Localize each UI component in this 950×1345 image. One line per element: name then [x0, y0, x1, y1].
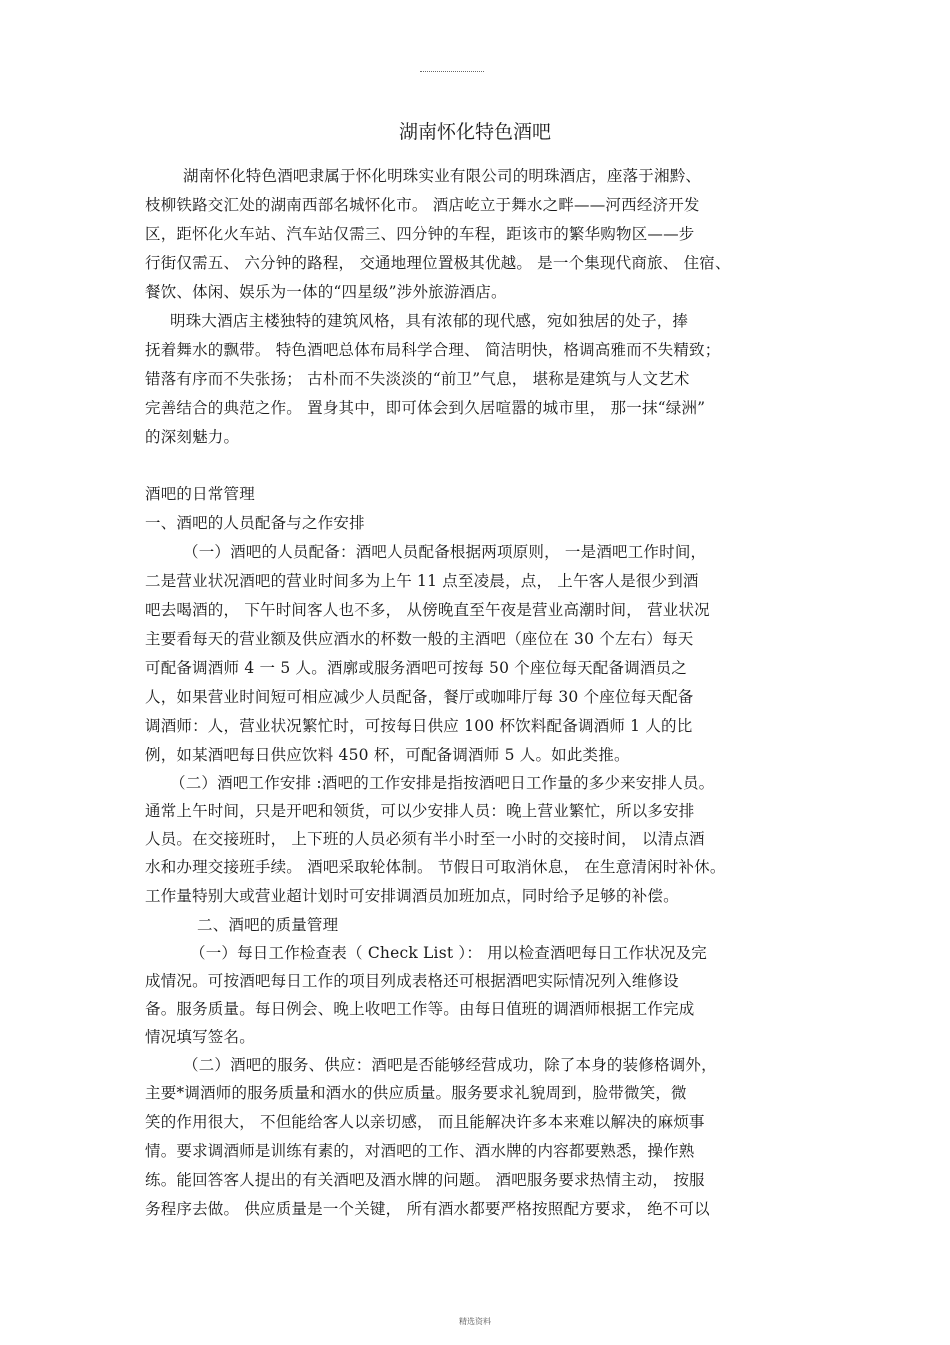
body-line: 区，距怀化火车站、汽车站仅需三、四分钟的车程，距该市的繁华购物区——步 — [145, 225, 695, 243]
body-line: 情况填写签名。 — [145, 1028, 255, 1046]
body-line: 人员。在交接班时， 上下班的人员必须有半小时至一小时的交接时间， 以清点酒 — [145, 830, 705, 848]
body-line: 务程序去做。 供应质量是一个关键， 所有酒水都要严格按照配方要求， 绝不可以 — [145, 1200, 710, 1218]
body-line: 水和办理交接班手续。 酒吧采取轮体制。 节假日可取消休息， 在生意清闲时补休。 — [145, 858, 726, 876]
footer-note: 精选资料 — [459, 1317, 491, 1326]
body-line: 行街仅需五、 六分钟的路程， 交通地理位置极其优越。 是一个集现代商旅、 住宿、 — [145, 254, 731, 272]
body-line: 一、酒吧的人员配备与之作安排 — [145, 514, 365, 532]
body-line: 例，如某酒吧每日供应饮料 450 杯，可配备调酒师 5 人。如此类推。 — [145, 746, 630, 764]
body-line: 主要看每天的营业额及供应酒水的杯数一般的主酒吧（座位在 30 个左右）每天 — [145, 630, 694, 648]
header-rule — [420, 71, 484, 72]
body-line: 完善结合的典范之作。 置身其中，即可体会到久居喧嚣的城市里， 那一抹“绿洲” — [145, 399, 706, 417]
body-line: 错落有序而不失张扬； 古朴而不失淡淡的“前卫”气息， 堪称是建筑与人文艺术 — [145, 370, 690, 388]
body-line: 的深刻魅力。 — [145, 428, 240, 446]
body-line: 调酒师：人，营业状况繁忙时，可按每日供应 100 杯饮料配备调酒师 1 人的比 — [145, 717, 693, 735]
body-line: 可配备调酒师 4 一 5 人。酒廓或服务酒吧可按每 50 个座位每天配备调酒员之 — [145, 659, 688, 677]
body-line: 枝柳铁路交汇处的湖南西部名城怀化市。 酒店屹立于舞水之畔——河西经济开发 — [145, 196, 700, 214]
body-line: 抚着舞水的飘带。 特色酒吧总体布局科学合理、 简洁明快，格调高雅而不失精致； — [145, 341, 721, 359]
body-line: （一）酒吧的人员配备：酒吧人员配备根据两项原则， 一是酒吧工作时间， — [183, 543, 707, 561]
document-title: 湖南怀化特色酒吧 — [398, 121, 551, 143]
body-line: 明珠大酒店主楼独特的建筑风格，具有浓郁的现代感，宛如独居的处子，捧 — [170, 312, 689, 330]
body-line: 酒吧的日常管理 — [145, 485, 255, 503]
body-line: 笑的作用很大， 不但能给客人以亲切感， 而且能解决许多本来难以解决的麻烦事 — [145, 1113, 705, 1131]
body-line: 备。服务质量。每日例会、晚上收吧工作等。由每日值班的调酒师根据工作完成 — [145, 1000, 695, 1018]
body-line: 通常上午时间，只是开吧和领货，可以少安排人员：晚上营业繁忙，所以多安排 — [145, 802, 695, 820]
body-line: （二）酒吧的服务、供应：酒吧是否能够经营成功，除了本身的装修格调外， — [183, 1056, 717, 1074]
body-line: 二、酒吧的质量管理 — [197, 916, 339, 934]
body-line: 人，如果营业时间短可相应减少人员配备，餐厅或咖啡厅每 30 个座位每天配备 — [145, 688, 694, 706]
body-line: 餐饮、体闲、娱乐为一体的“四星级”涉外旅游酒店。 — [145, 283, 507, 301]
body-line: 二是营业状况酒吧的营业时间多为上午 11 点至凌晨，点， 上午客人是很少到酒 — [145, 572, 699, 590]
body-line: 湖南怀化特色酒吧隶属于怀化明珠实业有限公司的明珠酒店，座落于湘黔、 — [183, 167, 702, 185]
body-line: （二）酒吧工作安排 :酒吧的工作安排是指按酒吧日工作量的多少来安排人员。 — [170, 774, 715, 792]
body-line: 成情况。可按酒吧每日工作的项目列成表格还可根据酒吧实际情况列入维修设 — [145, 972, 679, 990]
body-line: 吧去喝酒的， 下午时间客人也不多， 从傍晚直至午夜是营业高潮时间， 营业状况 — [145, 601, 710, 619]
body-line: 练。能回答客人提出的有关酒吧及酒水牌的问题。 酒吧服务要求热情主动， 按服 — [145, 1171, 705, 1189]
body-line: 工作量特别大或营业超计划时可安排调酒员加班加点，同时给予足够的补偿。 — [145, 887, 679, 905]
body-line: 主要*调酒师的服务质量和酒水的供应质量。服务要求礼貌周到，脸带微笑，微 — [145, 1084, 687, 1102]
body-line: 情。要求调酒师是训练有素的，对酒吧的工作、酒水牌的内容都要熟悉，操作熟 — [145, 1142, 695, 1160]
body-line: （一）每日工作检查表（ Check List ）： 用以检查酒吧每日工作状况及完 — [190, 944, 707, 962]
